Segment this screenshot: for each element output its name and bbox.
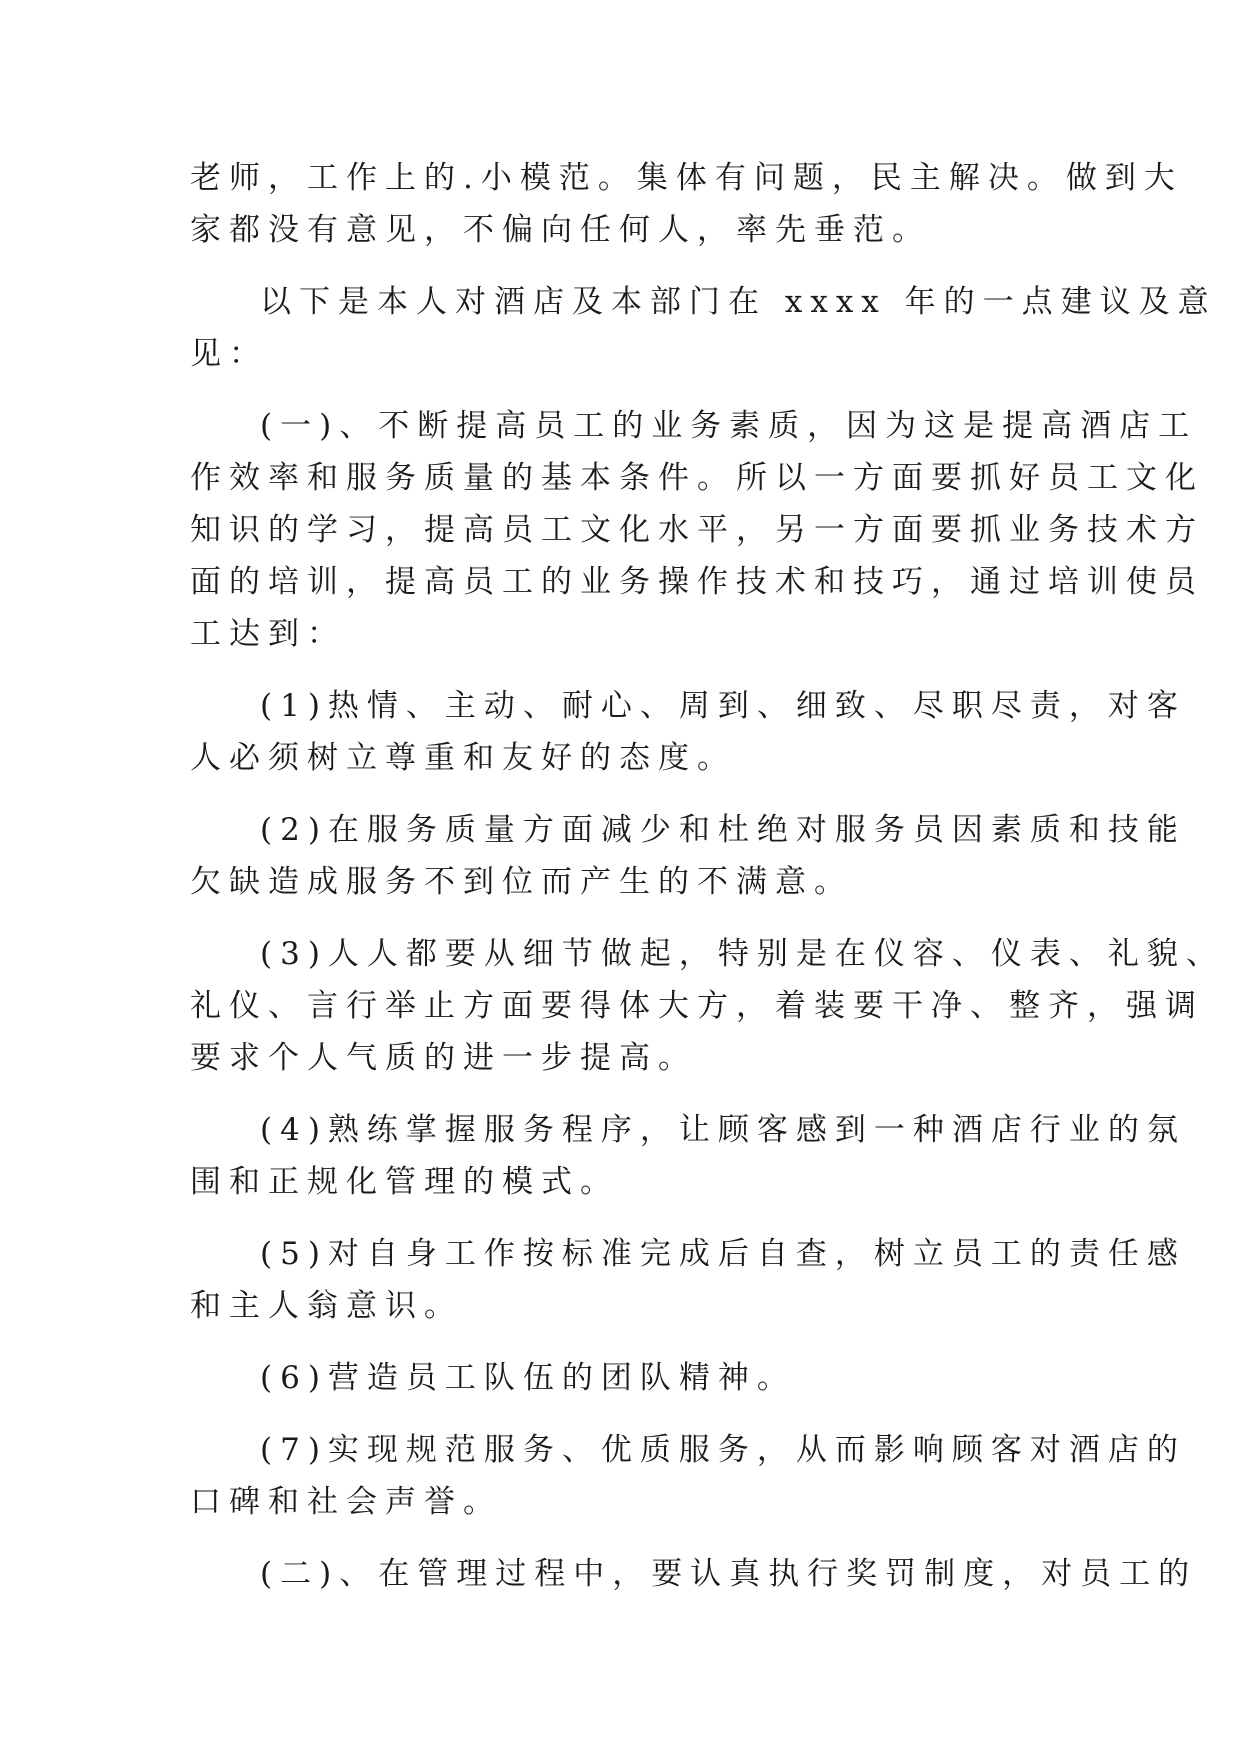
text-line: 以下是本人对酒店及本部门在 xxxx 年的一点建议及意 (260, 284, 1217, 320)
text-line: 礼仪、言行举止方面要得体大方，着装要干净、整齐，强调 (190, 988, 1204, 1024)
text-line: 要求个人气质的进一步提高。 (190, 1040, 697, 1076)
text-line: 欠缺造成服务不到位而产生的不满意。 (190, 864, 853, 900)
text-line: (7)实现规范服务、优质服务，从而影响顾客对酒店的 (260, 1432, 1186, 1468)
text-line: 围和正规化管理的模式。 (190, 1164, 619, 1200)
text-line: 家都没有意见，不偏向任何人，率先垂范。 (190, 212, 931, 248)
text-line: (3)人人都要从细节做起，特别是在仪容、仪表、礼貌、 (260, 936, 1225, 972)
text-line: (二)、在管理过程中，要认真执行奖罚制度，对员工的 (260, 1556, 1198, 1592)
text-line: 见： (190, 336, 268, 372)
text-line: 和主人翁意识。 (190, 1288, 463, 1324)
document-body (190, 152, 1225, 1600)
text-line: 作效率和服务质量的基本条件。所以一方面要抓好员工文化 (190, 460, 1204, 496)
text-line: 老师，工作上的.小模范。集体有问题，民主解决。做到大 (190, 160, 1183, 196)
text-line: 口碑和社会声誉。 (190, 1484, 502, 1520)
text-line: (一)、不断提高员工的业务素质，因为这是提高酒店工 (260, 408, 1198, 444)
text-line: (1)热情、主动、耐心、周到、细致、尽职尽责，对客 (260, 688, 1186, 724)
text-line: (4)熟练掌握服务程序，让顾客感到一种酒店行业的氛 (260, 1112, 1186, 1148)
text-line: (5)对自身工作按标准完成后自查，树立员工的责任感 (260, 1236, 1186, 1272)
text-line: 知识的学习，提高员工文化水平，另一方面要抓业务技术方 (190, 512, 1204, 548)
text-line: 面的培训，提高员工的业务操作技术和技巧，通过培训使员 (190, 564, 1204, 600)
text-line: 人必须树立尊重和友好的态度。 (190, 740, 736, 776)
text-line: (6)营造员工队伍的团队精神。 (260, 1360, 796, 1396)
text-line: (2)在服务质量方面减少和杜绝对服务员因素质和技能 (260, 812, 1186, 848)
text-line: 工达到： (190, 616, 346, 652)
